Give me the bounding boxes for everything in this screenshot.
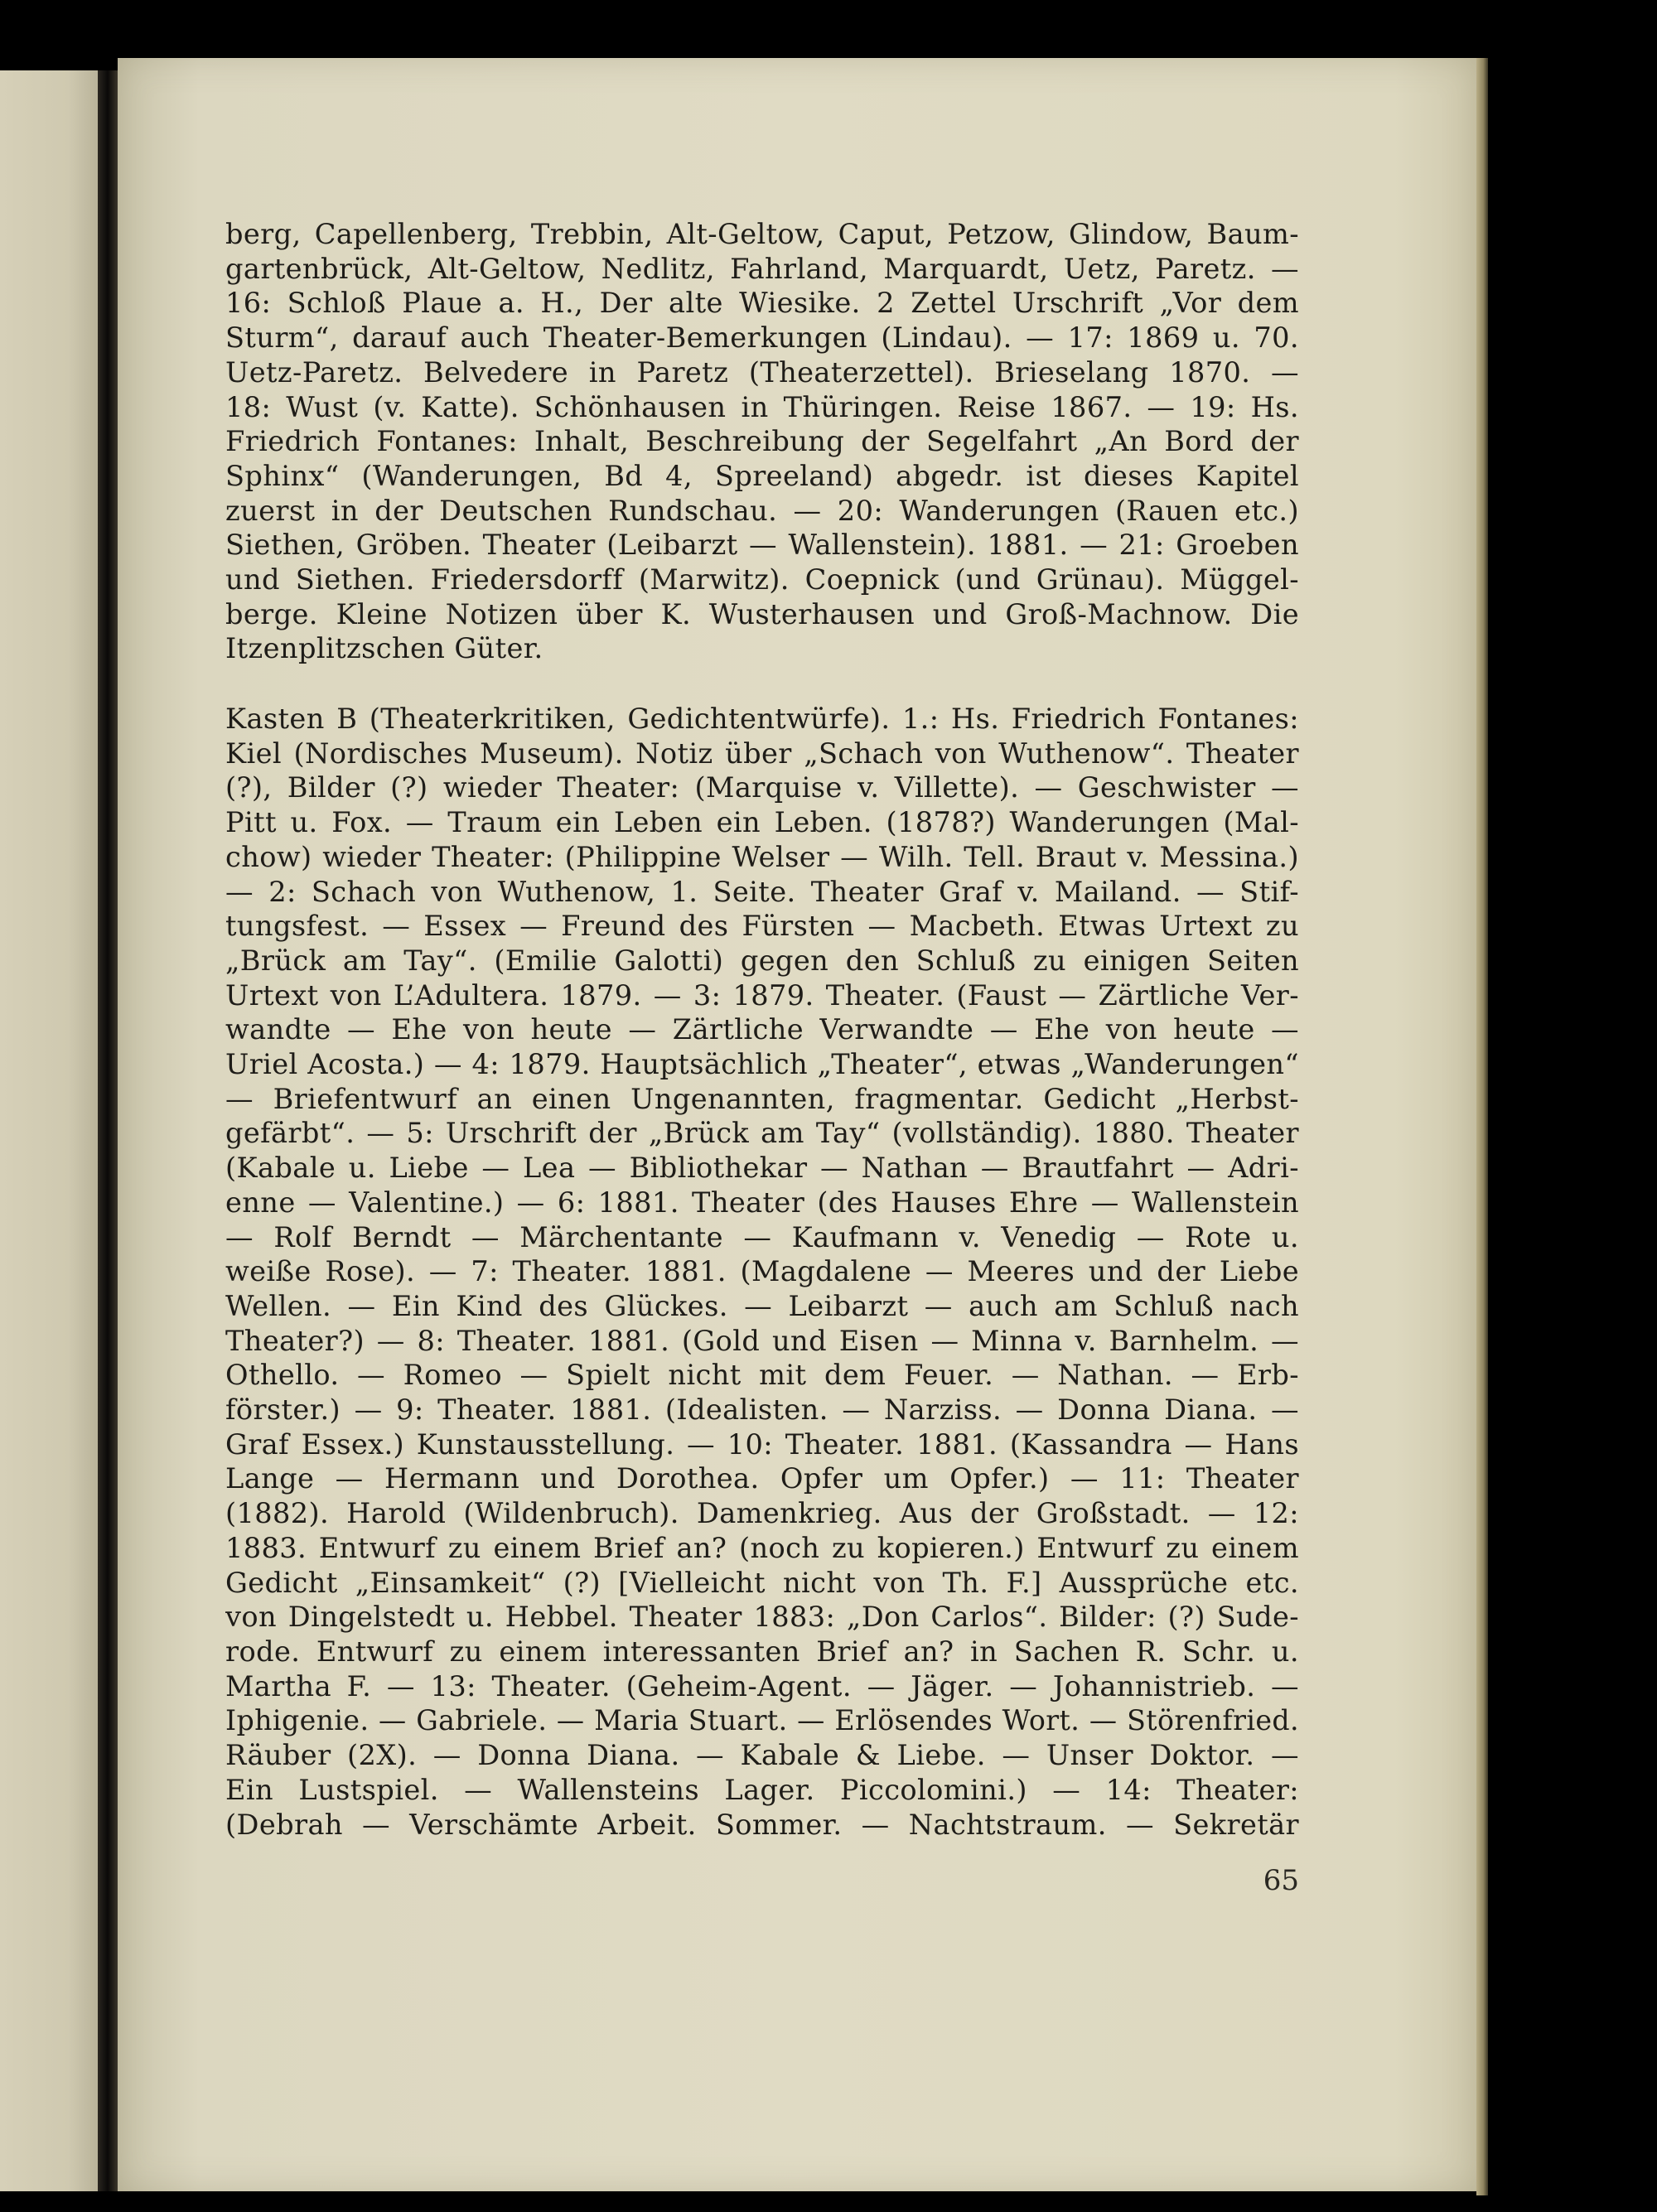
text-line: Uetz-Paretz. Belvedere in Paretz (Theaterzettel). Brieselang 1870. — <box>225 355 1299 389</box>
text-line: Iphigenie. — Gabriele. — Maria Stuart. — Erlösendes Wort. — Störenfried. <box>225 1704 1299 1737</box>
text-line: Urtext von L’Adultera. 1879. — 3: 1879. Theater. (Faust — Zärtliche Ver- <box>225 978 1299 1012</box>
book-gutter <box>98 70 118 2191</box>
page-number: 65 <box>1263 1864 1299 1897</box>
text-line: (?), Bilder (?) wieder Theater: (Marquise v. Villette). — Geschwister — <box>225 771 1299 804</box>
text-line: Itzenplitzschen Güter. <box>225 632 543 665</box>
text-line: Gedicht „Einsamkeit“ (?) [Vielleicht nicht von Th. F.] Aussprüche etc. <box>225 1566 1299 1599</box>
text-line: Sturm“, darauf auch Theater-Bemerkungen (Lindau). — 17: 1869 u. 70. <box>225 321 1299 355</box>
paragraph-a <box>225 217 1299 666</box>
text-line: Uriel Acosta.) — 4: 1879. Hauptsächlich „Theater“, etwas „Wanderungen“ <box>225 1048 1299 1081</box>
text-line: tungsfest. — Essex — Freund des Fürsten — Macbeth. Etwas Urtext zu <box>225 910 1299 943</box>
text-line: Räuber (2X). — Donna Diana. — Kabale & Liebe. — Unser Doktor. — <box>225 1739 1299 1772</box>
text-line: wandte — Ehe von heute — Zärtliche Verwandte — Ehe von heute — <box>225 1013 1299 1046</box>
text-line: — Rolf Berndt — Märchentante — Kaufmann v. Venedig — Rote u. <box>225 1220 1299 1253</box>
text-line: weiße Rose). — 7: Theater. 1881. (Magdalene — Meeres und der Liebe <box>225 1255 1299 1288</box>
text-line: Siethen, Gröben. Theater (Leibarzt — Wallenstein). 1881. — 21: Groeben <box>225 529 1299 562</box>
text-line: Kasten B (Theaterkritiken, Gedichtentwürfe). 1.: Hs. Friedrich Fontanes: <box>225 703 1299 735</box>
text-line: 18: Wust (v. Katte). Schönhausen in Thüringen. Reise 1867. — 19: Hs. <box>225 390 1299 423</box>
text-line: Wellen. — Ein Kind des Glückes. — Leibarzt — auch am Schluß nach <box>225 1289 1299 1322</box>
text-line: — Briefentwurf an einen Ungenannten, fragmentar. Gedicht „Herbst- <box>225 1082 1299 1115</box>
text-line: Lange — Hermann und Dorothea. Opfer um Opfer.) — 11: Theater <box>225 1462 1299 1495</box>
text-line: gartenbrück, Alt-Geltow, Nedlitz, Fahrland, Marquardt, Uetz, Paretz. — <box>225 252 1299 285</box>
text-line: Friedrich Fontanes: Inhalt, Beschreibung der Segelfahrt „An Bord der <box>225 425 1299 458</box>
text-line: Martha F. — 13: Theater. (Geheim-Agent. — Jäger. — Johannistrieb. — <box>225 1669 1299 1702</box>
text-line: „Brück am Tay“. (Emilie Galotti) gegen den Schluß zu einigen Seiten <box>225 944 1299 977</box>
text-line: chow) wieder Theater: (Philippine Welser — Wilh. Tell. Braut v. Messina.) <box>225 840 1299 873</box>
text-line: und Siethen. Friedersdorff (Marwitz). Coepnick (und Grünau). Müggel- <box>225 563 1299 596</box>
text-line: 16: Schloß Plaue a. H., Der alte Wiesike. 2 Zettel Urschrift „Vor dem <box>225 287 1299 320</box>
text-line: berg, Capellenberg, Trebbin, Alt-Geltow, Caput, Petzow, Glindow, Baum- <box>225 218 1299 250</box>
text-line: Sphinx“ (Wanderungen, Bd 4, Spreeland) abgedr. ist dieses Kapitel <box>225 459 1299 492</box>
page-edge <box>1476 58 1488 2195</box>
text-line: rode. Entwurf zu einem interessanten Brief an? in Sachen R. Schr. u. <box>225 1635 1299 1668</box>
text-line: Theater?) — 8: Theater. 1881. (Gold und Eisen — Minna v. Barnhelm. — <box>225 1324 1299 1357</box>
text-line: (Kabale u. Liebe — Lea — Bibliothekar — Nathan — Brautfahrt — Adri- <box>225 1152 1299 1185</box>
text-line: gefärbt“. — 5: Urschrift der „Brück am Tay“ (vollständig). 1880. Theater <box>225 1117 1299 1150</box>
text-line: Graf Essex.) Kunstausstellung. — 10: Theater. 1881. (Kassandra — Hans <box>225 1427 1299 1461</box>
text-line: (Debrah — Verschämte Arbeit. Sommer. — Nachtstraum. — Sekretär <box>225 1808 1299 1841</box>
text-line: Othello. — Romeo — Spielt nicht mit dem Feuer. — Nathan. — Erb- <box>225 1359 1299 1392</box>
text-line: (1882). Harold (Wildenbruch). Damenkrieg. Aus der Großstadt. — 12: <box>225 1497 1299 1530</box>
text-line: förster.) — 9: Theater. 1881. (Idealisten. — Narziss. — Donna Diana. — <box>225 1393 1299 1427</box>
text-line: Kiel (Nordisches Museum). Notiz über „Schach von Wuthenow“. Theater <box>225 737 1299 770</box>
text-line: Pitt u. Fox. — Traum ein Leben ein Leben. (1878?) Wanderungen (Mal- <box>225 806 1299 839</box>
paragraph-b <box>225 702 1299 1842</box>
text-line: zuerst in der Deutschen Rundschau. — 20: Wanderungen (Rauen etc.) <box>225 494 1299 527</box>
text-line: von Dingelstedt u. Hebbel. Theater 1883: „Don Carlos“. Bilder: (?) Sude- <box>225 1601 1299 1634</box>
text-line: — 2: Schach von Wuthenow, 1. Seite. Theater Graf v. Mailand. — Stif- <box>225 875 1299 908</box>
text-line: Ein Lustspiel. — Wallensteins Lager. Piccolomini.) — 14: Theater: <box>225 1773 1299 1806</box>
text-line: berge. Kleine Notizen über K. Wusterhausen und Groß-Machnow. Die <box>225 597 1299 630</box>
text-line: enne — Valentine.) — 6: 1881. Theater (des Hauses Ehre — Wallenstein <box>225 1186 1299 1219</box>
previous-page-edge <box>0 70 98 2191</box>
text-line: 1883. Entwurf zu einem Brief an? (noch zu kopieren.) Entwurf zu einem <box>225 1531 1299 1564</box>
